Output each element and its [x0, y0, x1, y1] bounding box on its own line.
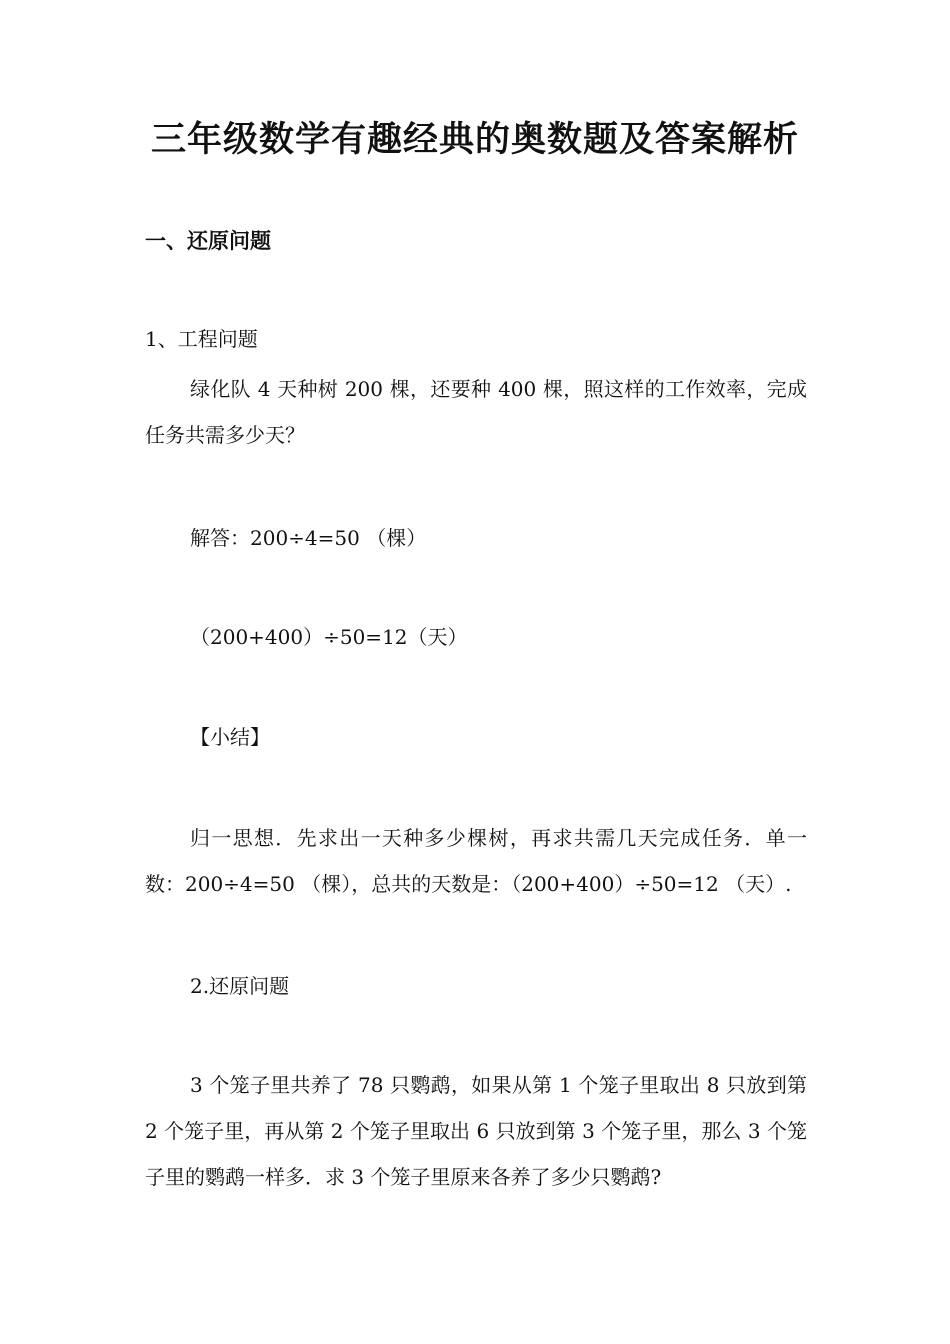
- question-1-answer-step-2: （200+400）÷50=12（天）: [190, 625, 468, 649]
- question-1-summary-text: 归一思想．先求出一天种多少棵树，再求共需几天完成任务．单一数：200÷4=50 （棵），总共的天数是：（200+400）÷50=12 （天）.: [145, 826, 807, 896]
- question-1-summary-label: 【小结】: [190, 725, 270, 749]
- question-2-heading: 2.还原问题: [190, 974, 290, 998]
- section-heading-restore-problems: 一、还原问题: [145, 228, 271, 253]
- question-1-answer-step-1: 解答：200÷4=50 （棵）: [190, 526, 427, 550]
- question-1-heading: 1、工程问题: [145, 327, 258, 351]
- question-2-problem: 3 个笼子里共养了 78 只鹦鹉，如果从第 1 个笼子里取出 8 只放到第 2 个笼子里，再从第 2 个笼子里取出 6 只放到第 3 个笼子里，那么 3 个笼子里的鹦鹉一样多．求 3 个笼子里原来各养了多少只鹦鹉?: [145, 1073, 807, 1189]
- question-1-problem: 绿化队 4 天种树 200 棵，还要种 400 棵，照这样的工作效率，完成任务共需多少天？: [145, 377, 807, 447]
- page-title: 三年级数学有趣经典的奥数题及答案解析: [150, 119, 799, 160]
